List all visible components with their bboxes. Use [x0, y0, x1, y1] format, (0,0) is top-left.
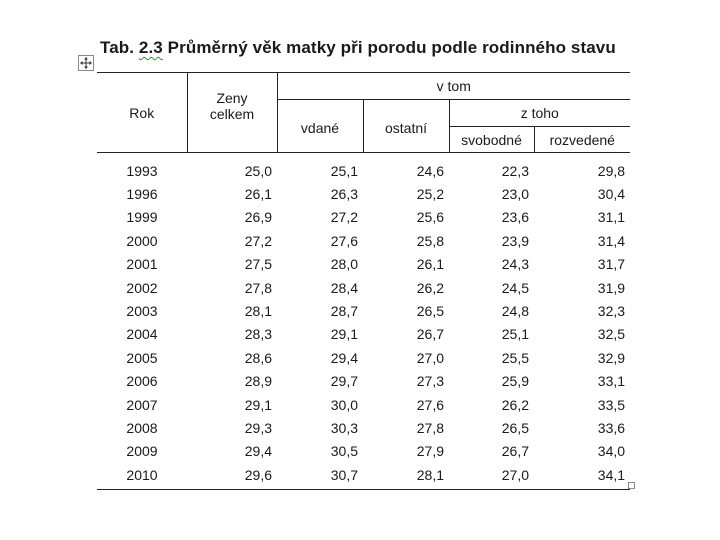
- cell-rok: 1996: [126, 186, 158, 203]
- cell-zeny-celkem: 27,2: [244, 232, 272, 249]
- cell-rozvedene: 32,9: [597, 349, 626, 366]
- cell-ostatni: 26,7: [416, 326, 444, 343]
- cell-svobodne: 23,0: [501, 186, 529, 203]
- header-zeny-line1: Zeny: [216, 89, 248, 106]
- cell-ostatni: 24,6: [416, 162, 444, 179]
- data-table-container: [97, 72, 630, 490]
- cell-ostatni: 27,3: [416, 373, 444, 390]
- cell-rozvedene: 32,5: [597, 326, 626, 343]
- header-z-toho: z toho: [449, 100, 630, 127]
- cell-rozvedene: 31,4: [597, 232, 626, 249]
- cell-rok: 2005: [126, 349, 158, 366]
- cell-vdane: 28,7: [330, 303, 358, 320]
- title-prefix: Tab.: [100, 38, 139, 57]
- cell-rozvedene: 34,1: [534, 463, 630, 490]
- table-row: [97, 229, 630, 252]
- cell-vdane: 29,1: [330, 326, 358, 343]
- cell-vdane: 29,7: [330, 373, 358, 390]
- cell-vdane: 28,0: [330, 256, 358, 273]
- cell-rok: 2009: [126, 443, 158, 460]
- move-arrows-glyph: [80, 57, 92, 69]
- cell-zeny-celkem: 26,1: [244, 186, 272, 203]
- cell-svobodne: 25,9: [501, 373, 529, 390]
- table-body: [97, 153, 630, 490]
- cell-rok: 2008: [126, 419, 158, 436]
- cell-ostatni: 27,6: [416, 396, 444, 413]
- cell-svobodne: 26,2: [501, 396, 529, 413]
- cell-zeny-celkem: 29,6: [187, 463, 277, 490]
- title-table-number: 2.3: [138, 38, 163, 57]
- cell-vdane: 26,3: [330, 186, 358, 203]
- cell-zeny-celkem: 27,5: [244, 256, 272, 273]
- header-svobodne: svobodné: [449, 127, 534, 153]
- table-title: [100, 38, 660, 58]
- cell-zeny-celkem: 28,3: [244, 326, 272, 343]
- cell-vdane: 30,0: [330, 396, 358, 413]
- header-v-tom: v tom: [277, 73, 630, 100]
- title-text: Průměrný věk matky při porodu podle rodinného stavu: [162, 38, 616, 57]
- table-row: [97, 346, 630, 369]
- cell-rok: 2006: [126, 373, 158, 390]
- cell-zeny-celkem: 29,3: [244, 419, 272, 436]
- cell-rok: 2007: [126, 396, 158, 413]
- table-row: [97, 370, 630, 393]
- cell-svobodne: 27,0: [449, 463, 534, 490]
- table-row: [97, 153, 630, 183]
- cell-ostatni: 27,9: [416, 443, 444, 460]
- cell-svobodne: 26,5: [501, 419, 529, 436]
- cell-vdane: 30,5: [330, 443, 358, 460]
- cell-vdane: 29,4: [330, 349, 358, 366]
- cell-svobodne: 25,1: [501, 326, 529, 343]
- cell-rozvedene: 30,4: [597, 186, 626, 203]
- data-table: [97, 72, 630, 490]
- cell-rozvedene: 33,1: [597, 373, 626, 390]
- cell-zeny-celkem: 26,9: [244, 209, 272, 226]
- cell-rozvedene: 32,3: [597, 303, 626, 320]
- cell-svobodne: 23,9: [501, 232, 529, 249]
- cell-vdane: 30,7: [277, 463, 363, 490]
- resize-square-icon[interactable]: [628, 482, 635, 489]
- cell-zeny-celkem: 29,4: [244, 443, 272, 460]
- cell-rozvedene: 31,1: [597, 209, 626, 226]
- cell-vdane: 30,3: [330, 419, 358, 436]
- table-row: [97, 276, 630, 299]
- table-row: [97, 393, 630, 416]
- four-way-arrow-icon[interactable]: [78, 55, 94, 71]
- cell-ostatni: 28,1: [363, 463, 449, 490]
- cell-rozvedene: 33,6: [597, 419, 626, 436]
- table-row: [97, 253, 630, 276]
- cell-zeny-celkem: 25,0: [244, 162, 272, 179]
- cell-ostatni: 25,6: [416, 209, 444, 226]
- cell-vdane: 27,6: [330, 232, 358, 249]
- cell-ostatni: 26,5: [416, 303, 444, 320]
- cell-ostatni: 25,2: [416, 186, 444, 203]
- cell-ostatni: 25,8: [416, 232, 444, 249]
- header-zeny-celkem: [187, 73, 277, 153]
- cell-ostatni: 27,8: [416, 419, 444, 436]
- cell-rok: 2003: [126, 303, 158, 320]
- cell-zeny-celkem: 28,6: [244, 349, 272, 366]
- cell-svobodne: 25,5: [501, 349, 529, 366]
- cell-rozvedene: 29,8: [597, 162, 626, 179]
- cell-ostatni: 26,2: [416, 279, 444, 296]
- cell-rok: 2000: [126, 232, 158, 249]
- cell-svobodne: 24,5: [501, 279, 529, 296]
- cell-svobodne: 24,8: [501, 303, 529, 320]
- table-row: [97, 463, 630, 490]
- cell-svobodne: 24,3: [501, 256, 529, 273]
- cell-vdane: 27,2: [330, 209, 358, 226]
- table-row: [97, 182, 630, 205]
- cell-rok: 2010: [97, 463, 187, 490]
- cell-svobodne: 23,6: [501, 209, 529, 226]
- table-row: [97, 299, 630, 322]
- header-rozvedene: rozvedené: [534, 127, 630, 153]
- table-row: [97, 416, 630, 439]
- cell-ostatni: 27,0: [416, 349, 444, 366]
- cell-zeny-celkem: 28,9: [244, 373, 272, 390]
- cell-rozvedene: 33,5: [597, 396, 626, 413]
- header-rok: Rok: [97, 73, 187, 153]
- cell-svobodne: 26,7: [501, 443, 529, 460]
- table-row: [97, 440, 630, 463]
- cell-rok: 1993: [126, 162, 158, 179]
- table-row: [97, 206, 630, 229]
- cell-zeny-celkem: 29,1: [244, 396, 272, 413]
- cell-vdane: 28,4: [330, 279, 358, 296]
- cell-zeny-celkem: 28,1: [244, 303, 272, 320]
- cell-svobodne: 22,3: [501, 162, 529, 179]
- cell-rozvedene: 31,7: [597, 256, 626, 273]
- cell-rozvedene: 34,0: [597, 443, 626, 460]
- cell-vdane: 25,1: [330, 162, 358, 179]
- cell-rok: 1999: [126, 209, 158, 226]
- cell-rozvedene: 31,9: [597, 279, 626, 296]
- cell-ostatni: 26,1: [416, 256, 444, 273]
- header-zeny-line2: celkem: [209, 105, 255, 122]
- cell-rok: 2001: [126, 256, 158, 273]
- cell-rok: 2004: [126, 326, 158, 343]
- cell-zeny-celkem: 27,8: [244, 279, 272, 296]
- table-row: [97, 323, 630, 346]
- header-vdane: vdané: [277, 100, 363, 153]
- header-ostatni: ostatní: [363, 100, 449, 153]
- cell-rok: 2002: [126, 279, 158, 296]
- table-header: [97, 73, 630, 153]
